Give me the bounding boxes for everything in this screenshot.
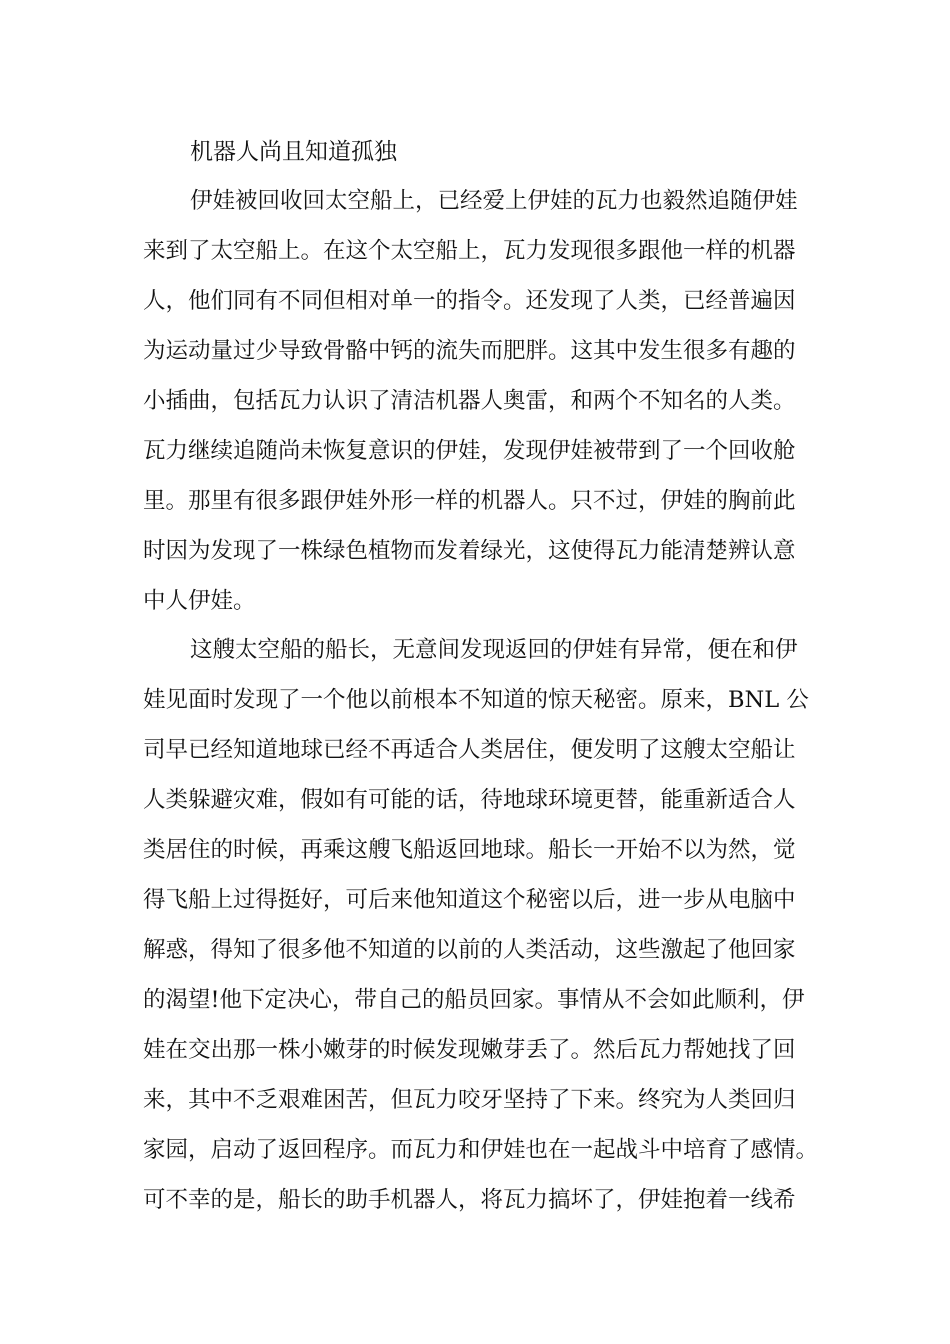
document-title: 机器人尚且知道孤独 — [190, 139, 397, 165]
text-line: 类居住的时候，再乘这艘飞船返回地球。船长一开始不以为然，觉 — [143, 837, 796, 863]
text-line: 的渴望!他下定决心，带自己的船员回家。事情从不会如此顺利，伊 — [143, 987, 805, 1013]
text-line: 人类躲避灾难，假如有可能的话，待地球环境更替，能重新适合人 — [143, 787, 796, 813]
text-line: 小插曲，包括瓦力认识了清洁机器人奥雷，和两个不知名的人类。 — [143, 388, 796, 414]
text-line: 家园，启动了返回程序。而瓦力和伊娃也在一起战斗中培育了感情。 — [143, 1137, 819, 1163]
text-line: 来到了太空船上。在这个太空船上，瓦力发现很多跟他一样的机器 — [143, 238, 796, 264]
text-line: 中人伊娃。 — [143, 588, 256, 614]
text-line: 里。那里有很多跟伊娃外形一样的机器人。只不过，伊娃的胸前此 — [143, 488, 796, 514]
text-line: 为运动量过少导致骨骼中钙的流失而肥胖。这其中发生很多有趣的 — [143, 338, 796, 364]
text-line: 娃见面时发现了一个他以前根本不知道的惊天秘密。原来，BNL 公 — [143, 687, 809, 713]
text-line: 司早已经知道地球已经不再适合人类居住，便发明了这艘太空船让 — [143, 737, 796, 763]
text-line: 解惑，得知了很多他不知道的以前的人类活动，这些激起了他回家 — [143, 937, 796, 963]
text-line: 来，其中不乏艰难困苦，但瓦力咬牙坚持了下来。终究为人类回归 — [143, 1087, 796, 1113]
text-line: 伊娃被回收回太空船上，已经爱上伊娃的瓦力也毅然追随伊娃 — [190, 188, 798, 214]
text-line: 瓦力继续追随尚未恢复意识的伊娃，发现伊娃被带到了一个回收舱 — [143, 438, 796, 464]
text-line: 时因为发现了一株绿色植物而发着绿光，这使得瓦力能清楚辨认意 — [143, 538, 796, 564]
text-line: 可不幸的是，船长的助手机器人，将瓦力搞坏了，伊娃抱着一线希 — [143, 1187, 796, 1213]
text-line: 这艘太空船的船长，无意间发现返回的伊娃有异常，便在和伊 — [190, 637, 798, 663]
text-line: 娃在交出那一株小嫩芽的时候发现嫩芽丢了。然后瓦力帮她找了回 — [143, 1037, 796, 1063]
text-line: 得飞船上过得挺好，可后来他知道这个秘密以后，进一步从电脑中 — [143, 887, 796, 913]
text-line: 人，他们同有不同但相对单一的指令。还发现了人类，已经普遍因 — [143, 288, 796, 314]
